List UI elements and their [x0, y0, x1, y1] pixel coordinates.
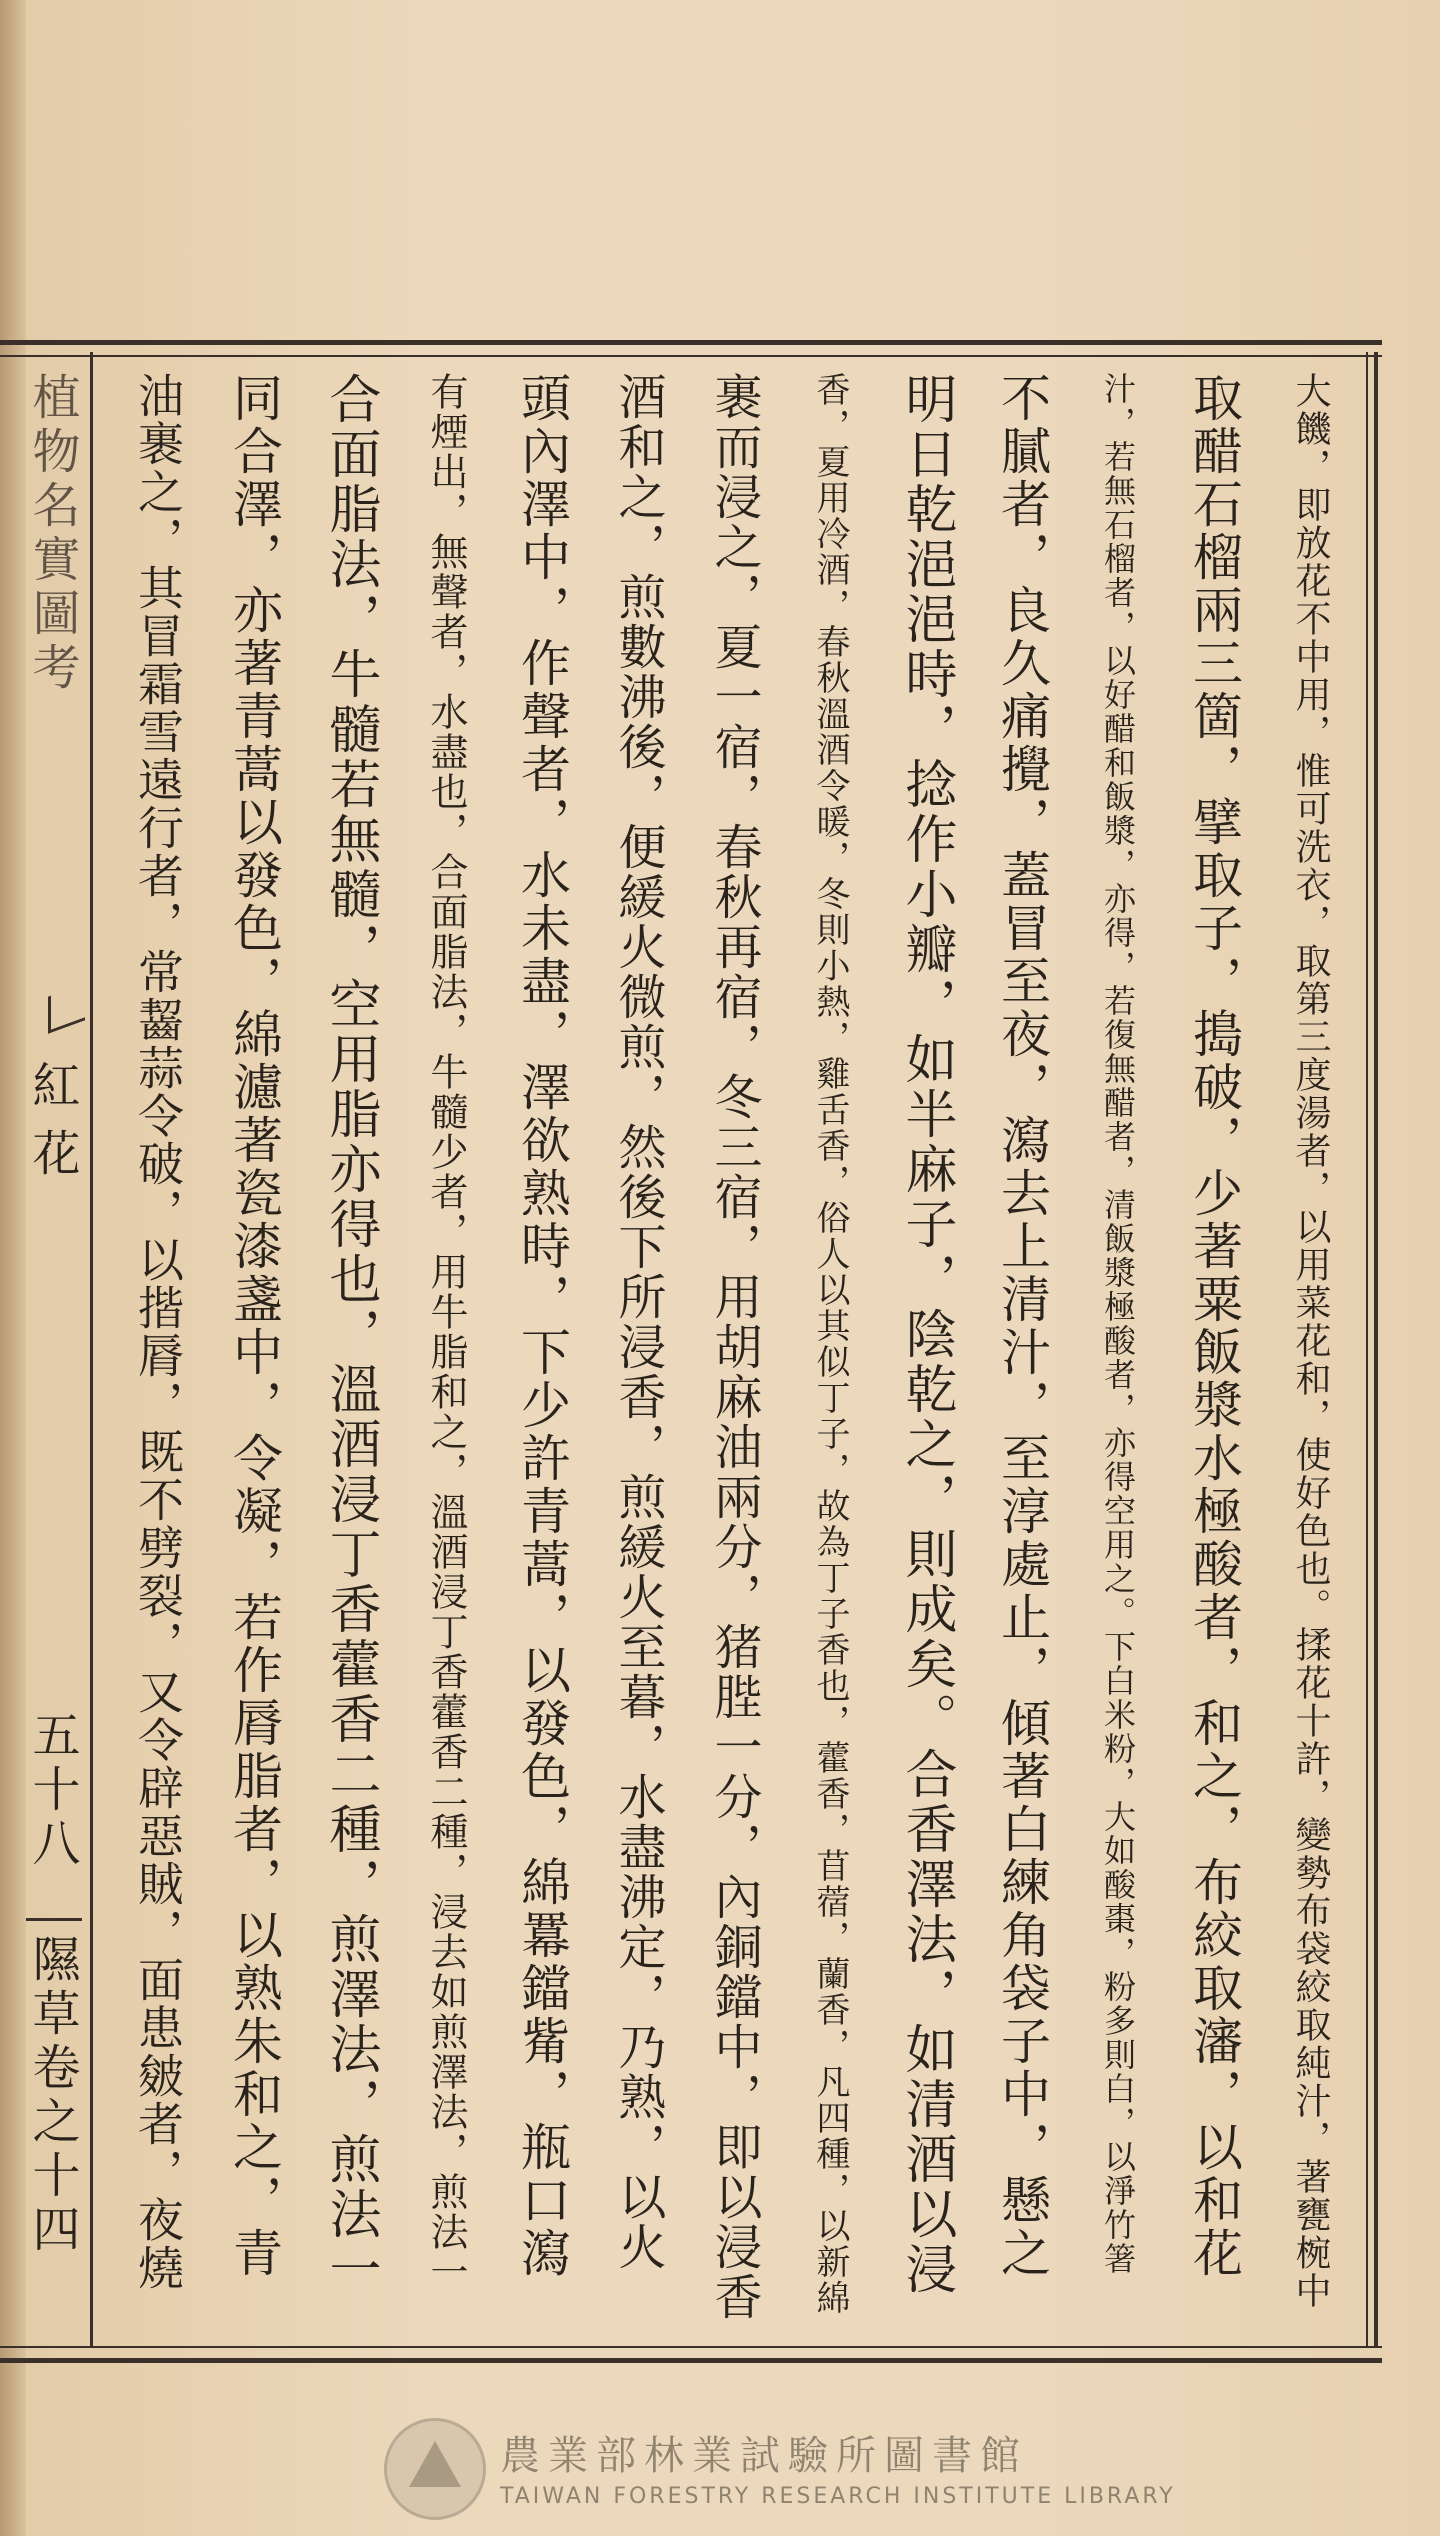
top-border-rule: [0, 340, 1382, 357]
text-column: 不膩者，良久痛攪，蓋冒至夜，瀉去上清汁，至淳處止，傾著白練角袋子中，懸之: [993, 372, 1051, 2280]
text-column: 明日乾浥浥時，捻作小瓣，如半麻子，陰乾之，則成矣。合香澤法，如清酒以浸: [896, 372, 956, 2297]
right-border-rule: [1366, 352, 1378, 2346]
text-column: 香，夏用冷酒，春秋溫酒令暖，冬則小熱，雞舌香，俗人以其似丁子，故為丁子香也，藿香，苜蓿，蘭香，凡四種，以新綿: [810, 372, 850, 2316]
seal-triangle-icon: [409, 2441, 461, 2487]
text-column: 汁，若無石榴者，以好醋和飯漿，亦得，若復無醋者，清飯漿極酸者，亦得空用之。下白米粉，大如酸棗，粉多則白，以淨竹箸: [1099, 372, 1137, 2276]
text-column: 油裹之，其冒霜雪遠行者，常齧蒜令破，以揩脣，既不劈裂，又令辟惡賊，面患皴者，夜燒: [131, 372, 185, 2292]
library-name-zh: 農業部林業試驗所圖書館: [500, 2433, 1028, 2479]
text-column: 合面脂法，牛髓若無髓，空用脂亦得也，溫酒浸丁香藿香二種，煎澤法，煎法一: [320, 372, 380, 2297]
bottom-border-rule: [0, 2346, 1382, 2363]
text-column: 裹而浸之，夏一宿，春秋再宿，冬三宿，用胡麻油兩分，猪䏶一分，內銅鐺中，即以浸香: [706, 372, 762, 2322]
section-title: 紅花: [24, 1060, 80, 1196]
text-column: 大饑，即放花不中用，惟可洗衣，取第三度湯者，以用菜花和，使好色也。揉花十許，變勢布袋絞取純汁，著甕椀中: [1290, 372, 1331, 2310]
fore-edge-margin-rule: [90, 352, 93, 2346]
margin-divider: [26, 1918, 82, 1921]
text-column: 有煙出，無聲者，水盡也，合面脂法，牛髓少者，用牛脂和之，溫酒浸丁香藿香二種，浸去如煎澤法，煎法一: [424, 372, 468, 2292]
text-column: 同合澤，亦著青蒿以發色，綿濾著瓷漆盞中，令凝，若作脣脂者，以熟朱和之，青: [225, 372, 283, 2280]
library-name-en: TAIWAN FORESTRY RESEARCH INSTITUTE LIBRARY: [500, 2484, 1176, 2509]
page-number: 五十八: [24, 1710, 80, 1872]
text-column: 酒和之，煎數沸後，便緩火微煎，然後下所浸香，煎緩火至暮，水盡沸定，乃熟，以火: [610, 372, 666, 2272]
volume-label: 隰草卷之十四: [24, 1934, 80, 2258]
text-column: 頭內澤中，作聲者，水未盡，澤欲熟時，下少許青蒿，以發色，綿羃鐺觜，瓶口瀉: [513, 372, 571, 2280]
book-title: 植物名實圖考: [24, 372, 80, 696]
library-seal-icon: [384, 2418, 486, 2520]
text-column: 取醋石榴兩三箇，擘取子，搗破，少著粟飯漿水極酸者，和之，布絞取瀋，以和花: [1185, 372, 1243, 2280]
